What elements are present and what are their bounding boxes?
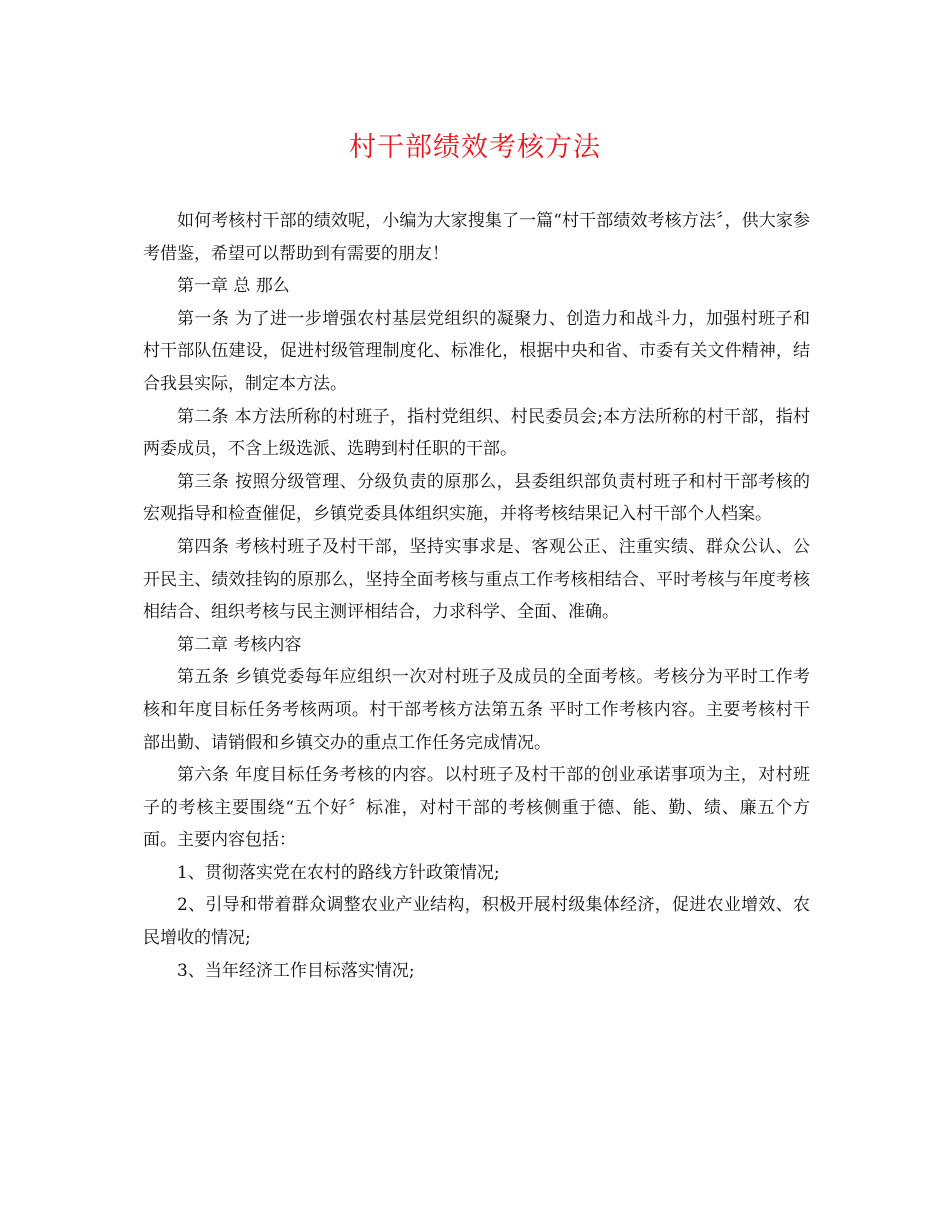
list-item-2: 2、引导和带着群众调整农业产业结构，积极开展村级集体经济，促进农业增效、农民增收的情况;	[143, 895, 810, 949]
article-1: 第一条 为了进一步增强农村基层党组织的凝聚力、创造力和战斗力，加强村班子和村干部队伍建设，促进村级管理制度化、标准化，根据中央和省、市委有关文件精神，结合我县实际，制定本方法。	[143, 308, 810, 394]
list-item-1: 1、贯彻落实党在农村的路线方针政策情况;	[177, 862, 500, 883]
article-4: 第四条 考核村班子及村干部，坚持实事求是、客观公正、注重实绩、群众公认、公开民主、绩效挂钩的原那么，坚持全面考核与重点工作考核相结合、平时考核与年度考核相结合、组织考核与民主测评相结合，力求科学、全面、准确。	[143, 536, 810, 623]
document-body	[143, 205, 810, 987]
chapter-heading-2: 第二章 考核内容	[177, 634, 302, 655]
document-title: 村干部绩效考核方法	[349, 132, 601, 163]
intro-paragraph: 如何考核村干部的绩效呢，小编为大家搜集了一篇“村干部绩效考核方法〞，供大家参考借鉴，希望可以帮助到有需要的朋友！	[143, 211, 810, 264]
article-6: 第六条 年度目标任务考核的内容。以村班子及村干部的创业承诺事项为主，对村班子的考核主要围绕“五个好〞标准，对村干部的考核侧重于德、能、勤、绩、廉五个方面。主要内容包括：	[143, 765, 810, 851]
list-item-3: 3、当年经济工作目标落实情况;	[177, 960, 415, 981]
article-5: 第五条 乡镇党委每年应组织一次对村班子及成员的全面考核。考核分为平时工作考核和年度目标任务考核两项。村干部考核方法第五条 平时工作考核内容。主要考核村干部出勤、请销假和乡镇交办的重点工作任务完成情况。	[143, 667, 810, 753]
article-2: 第二条 本方法所称的村班子，指村党组织、村民委员会;本方法所称的村干部，指村两委成员，不含上级选派、选聘到村任职的干部。	[143, 406, 810, 460]
chapter-heading-1: 第一章 总 那么	[177, 276, 290, 297]
article-3: 第三条 按照分级管理、分级负责的原那么，县委组织部负责村班子和村干部考核的宏观指导和检查催促，乡镇党委具体组织实施，并将考核结果记入村干部个人档案。	[143, 471, 810, 525]
